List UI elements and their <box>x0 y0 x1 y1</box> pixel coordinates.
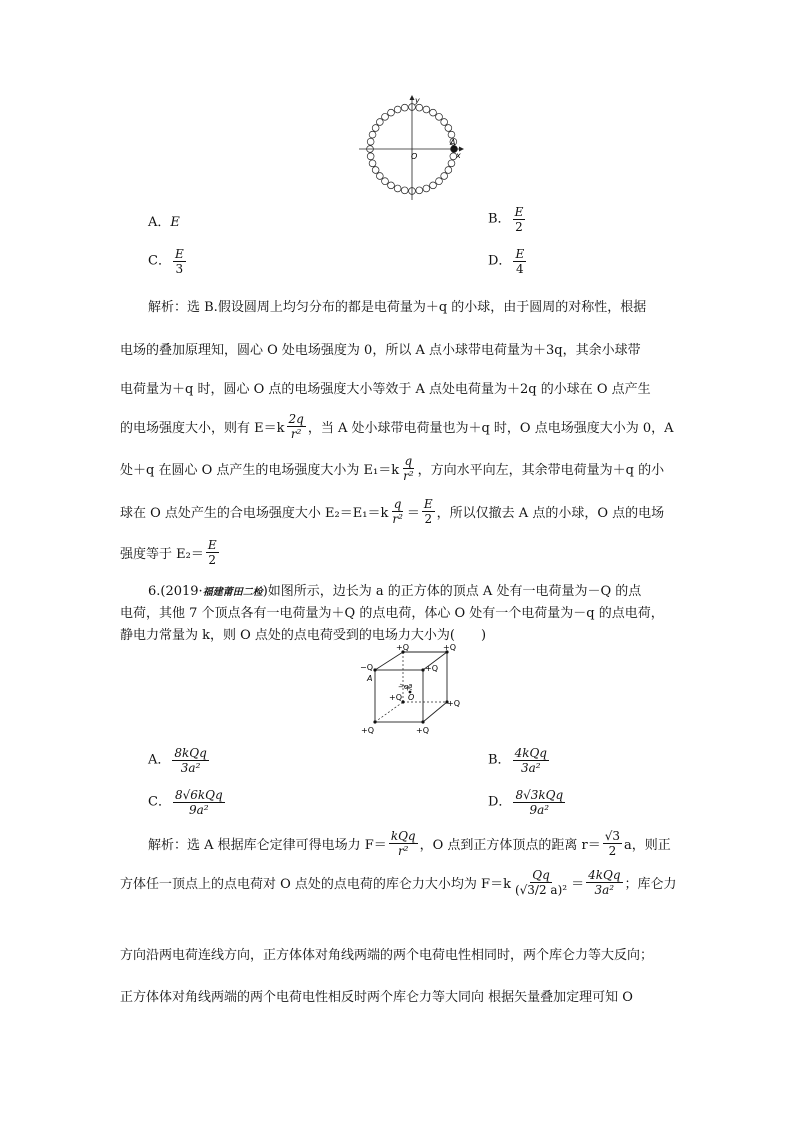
q6-stem-line3: 静电力常量为 k，则 O 点处的点电荷受到的电场力大小为( ) <box>120 628 487 643</box>
fraction-numerator: 4kQq <box>588 868 621 882</box>
text-segment: a，则正 <box>624 838 671 853</box>
fraction-numerator: E <box>515 247 525 261</box>
q5-solution-line6 <box>120 497 664 526</box>
fraction-denominator: 2 <box>424 512 433 526</box>
q5-solution-line5 <box>120 454 664 483</box>
vertex-dot <box>373 720 376 723</box>
q6-solution-line1 <box>148 829 671 858</box>
vertex-dot <box>373 668 376 671</box>
charged-ball <box>394 185 401 192</box>
fraction-denominator: r² <box>397 844 409 858</box>
charged-ball <box>445 167 452 174</box>
text-segment: ＝ <box>571 877 585 892</box>
cube-label: +Q <box>416 726 429 735</box>
q6-option-b <box>488 746 551 775</box>
text-segment: 解析：选 A 根据库仑定律可得电场力 F＝ <box>148 838 387 853</box>
y-axis-label: y <box>415 96 420 105</box>
q6-stem-line2: 电荷，其他 7 个顶点各有一电荷量为＋Q 的点电荷，体心 O 处有一个电荷量为－q 的点电荷， <box>120 606 664 621</box>
charged-ball <box>376 173 383 180</box>
charged-ball <box>372 167 379 174</box>
fraction-numerator: 8√6kQq <box>174 788 223 802</box>
cube-label: A <box>367 674 373 683</box>
cube-label: +Q <box>447 699 460 708</box>
charged-ball <box>401 187 408 194</box>
charged-ball <box>416 187 423 194</box>
charged-ball <box>445 125 452 132</box>
charged-ball <box>430 182 437 189</box>
text-segment: 方体任一顶点上的点电荷对 O 点处的点电荷的库仑力大小均为 F＝k <box>120 877 511 892</box>
cube-figure <box>358 640 468 738</box>
x-axis-label: x <box>456 151 461 160</box>
fraction-numerator: q <box>393 497 402 511</box>
fraction-denominator: r² <box>392 512 403 526</box>
text-segment: ；库仑力 <box>624 877 677 892</box>
charged-ball <box>423 106 430 113</box>
q6-option-a <box>148 746 211 775</box>
q5-solution-line7 <box>120 538 221 567</box>
charged-ball <box>448 160 455 167</box>
option-label: A． <box>148 215 171 230</box>
point-a-label: A <box>450 138 456 147</box>
charged-ball <box>436 113 443 120</box>
q5-option-b <box>488 205 527 234</box>
charged-ball <box>369 131 376 138</box>
text-segment: 6.(2019· <box>148 584 203 599</box>
q6-solution-line3: 方向沿两电荷连线方向，正方体体对角线两端的两个电荷电性相同时，两个库仑力等大反向； <box>120 948 654 963</box>
fraction-numerator: 8kQq <box>174 746 207 760</box>
text-segment: 的电场强度大小，则有 E＝k <box>120 421 285 436</box>
q5-solution-line4 <box>120 412 674 441</box>
q6-option-c <box>148 788 227 817</box>
q6-option-d <box>488 788 567 817</box>
charged-ball <box>441 119 448 126</box>
cube-label: −Q <box>360 663 373 672</box>
option-label: B． <box>488 752 511 768</box>
option-label: C． <box>148 794 171 810</box>
fraction-numerator: Qq <box>532 868 550 882</box>
fraction-numerator: 2q <box>288 412 304 426</box>
fraction-numerator: kQq <box>390 829 416 843</box>
y-axis-arrow <box>410 95 415 100</box>
q5-solution-line3: 电荷量为＋q 时，圆心 O 点的电场强度大小等效于 A 点处电荷量为＋2q 的小球在 O 点产生 <box>120 382 651 397</box>
charged-ball <box>367 153 374 160</box>
origin-label: O <box>411 152 418 161</box>
fraction-numerator: E <box>423 497 433 511</box>
fraction-denominator: r² <box>290 427 302 441</box>
q5-option-a <box>148 215 180 231</box>
charged-ball <box>416 104 423 111</box>
fraction-numerator: E <box>514 205 524 219</box>
text-segment: ，当 A 处小球带电荷量也为＋q 时，O 点电场强度大小为 0，A <box>307 421 674 436</box>
charged-ball <box>388 182 395 189</box>
fraction-denominator: 2 <box>208 553 217 567</box>
charged-ball <box>423 185 430 192</box>
charged-ball <box>394 106 401 113</box>
fraction-numerator: q <box>404 454 413 468</box>
charged-ball <box>372 125 379 132</box>
fraction-numerator: √3 <box>604 829 621 843</box>
fraction-numerator: 4kQq <box>514 746 547 760</box>
cube-label: −q <box>398 683 409 691</box>
fraction-denominator: 9a² <box>189 803 209 817</box>
option-label: D． <box>488 794 512 810</box>
charged-ball <box>382 113 389 120</box>
fraction-denominator: 2 <box>608 844 617 858</box>
cube-label: +Q <box>443 643 456 652</box>
fraction-numerator: E <box>207 538 217 552</box>
charged-ball <box>367 138 374 145</box>
fraction-denominator: 2 <box>515 220 523 234</box>
charged-ball <box>388 109 395 116</box>
charged-ball <box>376 119 383 126</box>
text-segment: ，所以仅撤去 A 点的小球，O 点的电场 <box>436 506 665 521</box>
option-value: E <box>170 215 180 230</box>
text-segment: 强度等于 E₂＝ <box>120 547 204 562</box>
cube-label: +Q <box>425 664 438 673</box>
fraction-denominator: r² <box>403 469 414 483</box>
fraction-denominator: 3a² <box>520 761 541 775</box>
cube-label: O <box>408 693 415 702</box>
text-segment: 球在 O 点处产生的合电场强度大小 E₂＝E₁＝k <box>120 506 389 521</box>
fraction-denominator: 3a² <box>180 761 201 775</box>
charged-ball <box>382 178 389 185</box>
fraction-numerator: E <box>174 247 184 261</box>
q6-stem-line1 <box>148 580 641 599</box>
q5-solution-line2: 电场的叠加原理知，圆心 O 处电场强度为 0，所以 A 点小球带电荷量为＋3q，其余小球带 <box>120 343 641 358</box>
text-segment: ，O 点到正方体顶点的距离 r＝ <box>419 838 601 853</box>
question-source: 福建莆田二检 <box>202 587 263 598</box>
fraction-denominator: 3a² <box>594 883 615 897</box>
cube-label: a <box>408 682 413 690</box>
q5-option-d <box>488 247 528 276</box>
text-segment: 处＋q 在圆心 O 点产生的电场强度大小为 E₁＝k <box>120 463 400 478</box>
cube-edge-br <box>423 702 447 722</box>
option-label: D． <box>488 253 512 269</box>
charged-ball <box>401 104 408 111</box>
option-label: A． <box>148 752 171 768</box>
option-label: C． <box>148 253 171 269</box>
cube-label: +Q <box>389 693 402 702</box>
fraction-denominator: 9a² <box>529 803 550 817</box>
q6-solution-line4: 正方体体对角线两端的两个电荷电性相反时两个库仑力等大同向 根据矢量叠加定理可知 O <box>120 990 633 1005</box>
fraction-numerator: 8√3kQq <box>515 788 564 802</box>
charged-ball <box>430 109 437 116</box>
option-label: B． <box>488 211 511 227</box>
q5-solution-line1: 解析：选 B.假设圆周上均匀分布的都是电荷量为＋q 的小球，由于圆周的对称性，根据 <box>148 300 647 315</box>
cube-label: +Q <box>396 643 409 652</box>
q5-option-c <box>148 247 188 276</box>
text-segment: ＝ <box>406 506 420 521</box>
fraction-denominator: (√3/2 a)² <box>514 883 568 897</box>
text-segment: )如图所示，边长为 a 的正方体的顶点 A 处有一电荷量为－Q 的点 <box>262 584 642 599</box>
charged-ball <box>441 173 448 180</box>
fraction-denominator: 3 <box>175 262 184 276</box>
q6-solution-line2 <box>120 868 677 897</box>
charged-ball <box>369 160 376 167</box>
charged-ball <box>436 178 443 185</box>
vertex-dot <box>421 720 424 723</box>
cube-edge-tl <box>375 652 403 670</box>
fraction-denominator: 4 <box>516 262 524 276</box>
text-segment: ，方向水平向左，其余带电荷量为＋q 的小 <box>417 463 665 478</box>
circle-figure <box>355 92 470 204</box>
cube-hidden-edge-3 <box>375 702 403 722</box>
cube-label: +Q <box>361 726 374 735</box>
